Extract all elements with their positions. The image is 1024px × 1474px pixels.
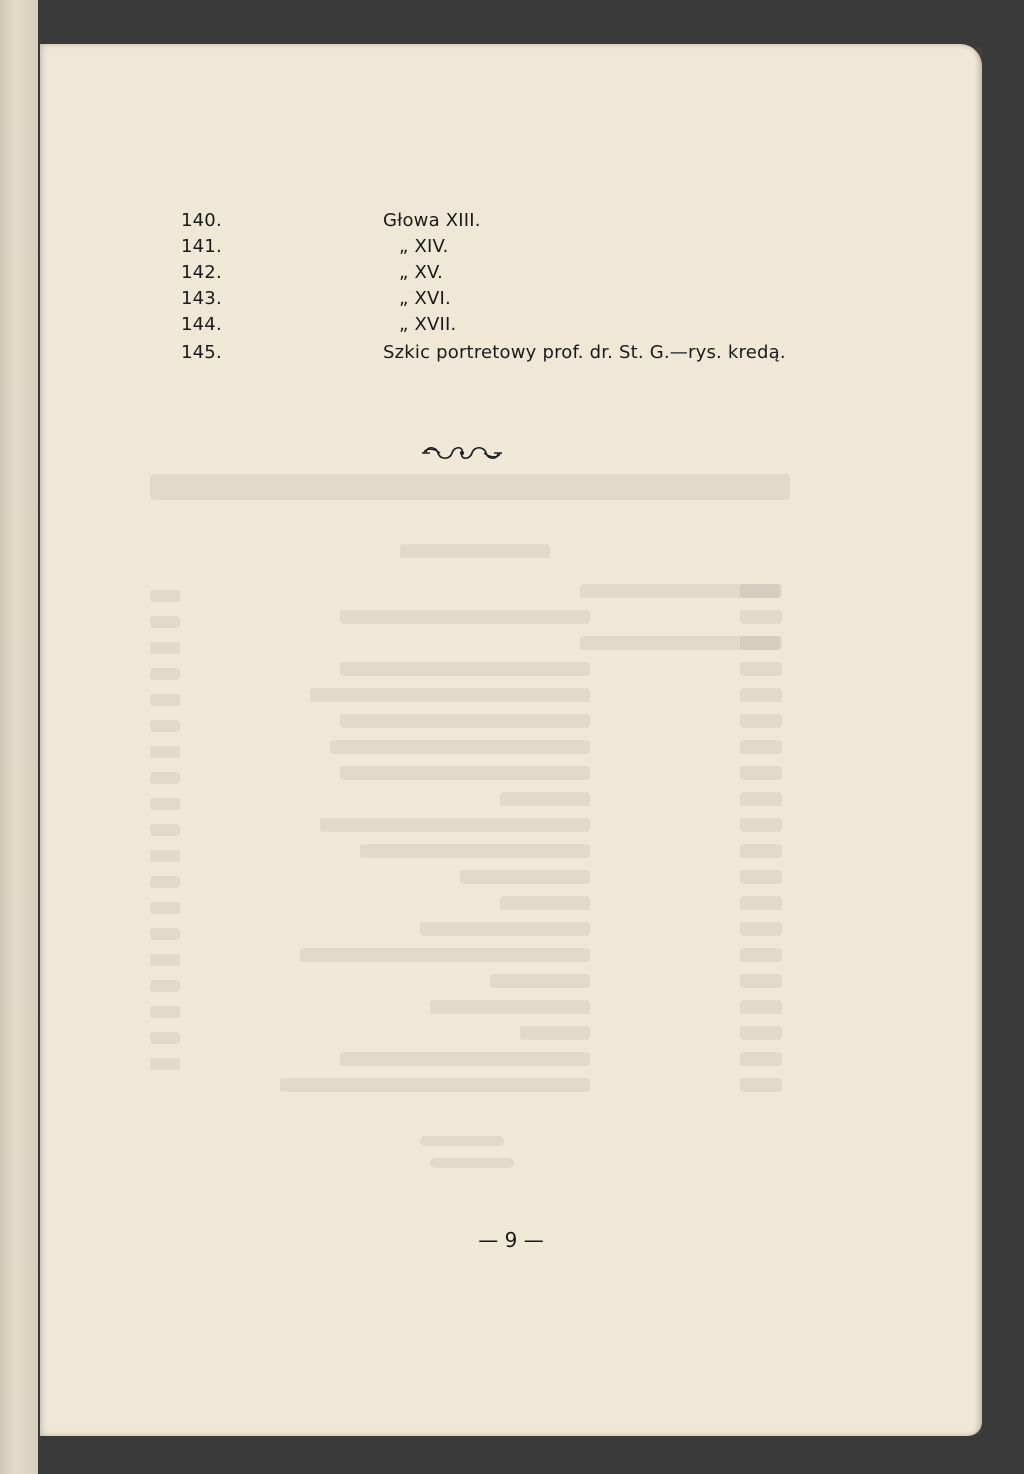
entry-title: Głowa XIII. bbox=[383, 210, 481, 231]
entry-number: 140. bbox=[181, 210, 222, 231]
document-page bbox=[40, 44, 982, 1436]
adjacent-page-edge bbox=[0, 0, 38, 1474]
entry-number: 145. bbox=[181, 342, 222, 363]
entry-title: „ XV. bbox=[399, 262, 444, 283]
entry-number: 144. bbox=[181, 314, 222, 335]
scroll-ornament-icon bbox=[420, 442, 504, 468]
entry-number: 142. bbox=[181, 262, 222, 283]
entry-title: „ XVII. bbox=[399, 314, 457, 335]
entry-number: 141. bbox=[181, 236, 222, 257]
entry-title: „ XVI. bbox=[399, 288, 451, 309]
entry-title: „ XIV. bbox=[399, 236, 449, 257]
entry-number: 143. bbox=[181, 288, 222, 309]
entry-title: Szkic portretowy prof. dr. St. G.—rys. kredą. bbox=[383, 342, 786, 363]
page-number: — 9 — bbox=[478, 1228, 544, 1252]
